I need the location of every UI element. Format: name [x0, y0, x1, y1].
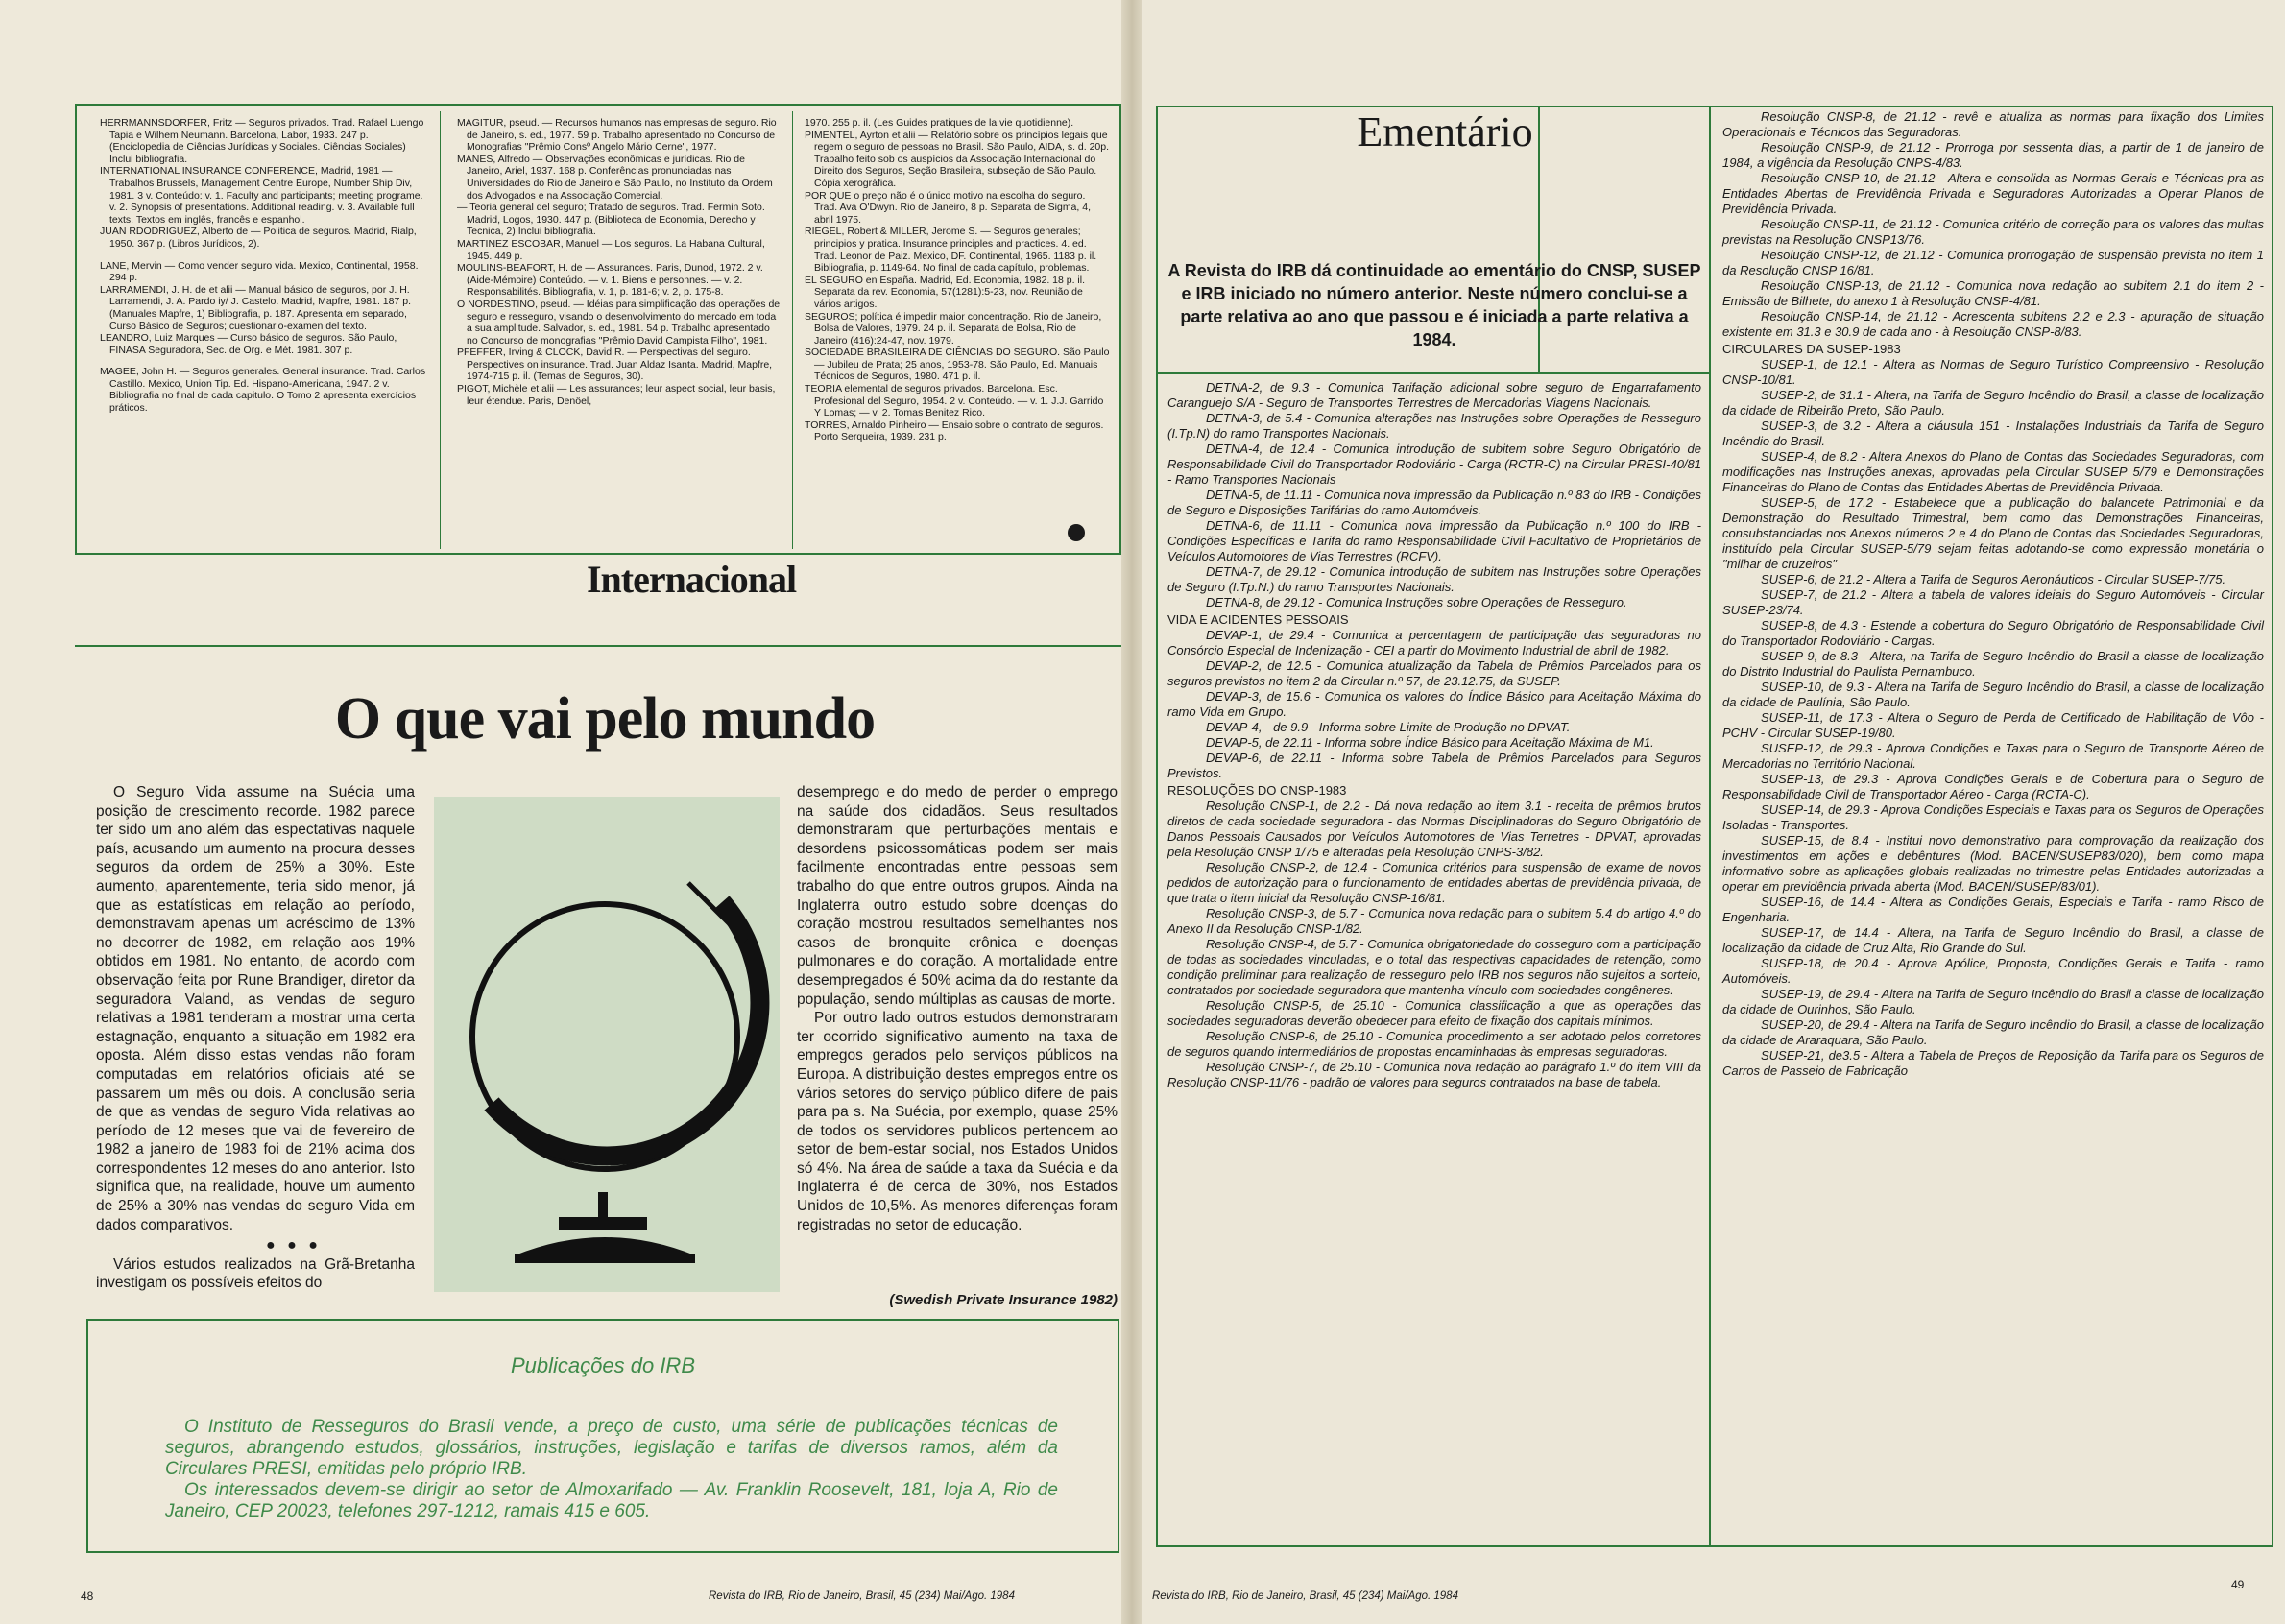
ementario-entry: SUSEP-4, de 8.2 - Altera Anexos do Plano de Contas das Sociedades Seguradoras, com modificações nas Instruções anexas, aprovadas pela Circular SUSEP 5/79 e Demonstrações Financeiras do Plano de Contas das Entidades Abertas de Previdência Privada.: [1722, 449, 2264, 494]
biblio-entry: LARRAMENDI, J. H. de et alii — Manual básico de seguros, por J. H. Larramendi, J. A. Pardo iy/ J. Castelo. Madrid, Mapfre, 1981. 187 p. (Manuales Mapfre, 1) Bibliografia, p. 187. Apresenta em separado, Curso Básico de Seguros; cuestionario-examen del texto.: [100, 283, 411, 332]
globe-icon: [434, 797, 780, 1292]
biblio-entry: EL SEGURO en España. Madrid, Ed. Economia, 1982. 18 p. il. Separata da rev. Economia, 57(1281):5-23, nov. Reunião de vários artigos.: [805, 274, 1086, 310]
biblio-column-3: [805, 117, 1110, 539]
bullets-divider: ● ● ●: [266, 1237, 322, 1254]
ementario-entry: DETNA-6, de 11.11 - Comunica nova impressão da Publicação n.º 100 do IRB - Condições Específicas e Tarifa do ramo Responsabilidade Civil Facultativo de Proprietários de Veículos Automotores de Vias Terrestres (RCFV).: [1167, 518, 1701, 563]
ementario-entry: SUSEP-2, de 31.1 - Altera, na Tarifa de Seguro Incêndio do Brasil, a classe de localização da cidade de Ribeirão Preto, São Paulo.: [1722, 388, 2264, 418]
ementario-entry: SUSEP-13, de 29.3 - Aprova Condições Gerais e de Cobertura para o Seguro de Responsabilidade Civil de Transportador Aéreo - Carga (RCTA-C).: [1722, 772, 2264, 801]
ementario-rule-left: [1156, 106, 1158, 1547]
ementario-entry: SUSEP-7, de 21.2 - Altera a tabela de valores ideiais do Seguro Automóveis - Circular SUSEP-23/74.: [1722, 587, 2264, 617]
intro-rule: [1156, 372, 1711, 374]
ementario-list-2: [1722, 109, 2264, 1079]
biblio-entry: MAGITUR, pseud. — Recursos humanos nas empresas de seguro. Rio de Janeiro, s. ed., 1977. 59 p. Trabalho apresentado no Concurso de Monografias "Prêmio Consº Angelo Mário Cerne", 1977.: [457, 117, 777, 154]
headline-rule: [75, 645, 1121, 647]
ementario-entry: SUSEP-12, de 29.3 - Aprova Condições e Taxas para o Seguro de Transporte Aéreo de Mercadorias no Território Nacional.: [1722, 741, 2264, 771]
biblio-entry: O NORDESTINO, pseud. — Idéias para simplificação das operações de seguro e resseguro, visando o desenvolvimento do mercado em toda a sua amplitude. Salvador, s. ed., 1981. 54 p. Trabalho apresentado no Concurso de monografias "Prêmio David Campista Filho", 1981.: [457, 298, 781, 346]
biblio-entry: MOULINS-BEAFORT, H. de — Assurances. Paris, Dunod, 1972. 2 v. (Aide-Mémoire) Conteúdo. — v. 1. Biens e personnes. — v. 2. Responsabilités. Bibliografia, v. 1, p. 181-6; v. 2, p. 175-8.: [457, 262, 763, 299]
ementario-entry: SUSEP-8, de 4.3 - Estende a cobertura do Seguro Obrigatório de Responsabilidade Civil do Transportador Rodoviário - Cargas.: [1722, 618, 2264, 648]
ementario-entry: SUSEP-3, de 3.2 - Altera a cláusula 151 - Instalações Industriais da Tarifa de Seguro Incêndio do Brasil.: [1722, 418, 2264, 448]
ementario-entry: DETNA-8, de 29.12 - Comunica Instruções sobre Operações de Resseguro.: [1206, 595, 1627, 609]
ementario-entry: DETNA-3, de 5.4 - Comunica alterações nas Instruções sobre Operações de Resseguro (I.Tp.N) do ramo Transportes Nacionais.: [1167, 411, 1701, 441]
biblio-col-divider-1: [440, 111, 441, 549]
biblio-entry: POR QUE o preço não é o único motivo na escolha do seguro. Trad. Ava O'Dwyn. Rio de Janeiro, 8 p. Separata de Sigma, 4, abril 1975.: [805, 189, 1091, 226]
ementario-entry: Resolução CNSP-7, de 25.10 - Comunica nova redação ao parágrafo 1.º do item VIII da Resolução CNSP-11/76 - padrão de valores para seguros contratados na base de tabela.: [1167, 1060, 1701, 1089]
ementario-entry: Resolução CNSP-2, de 12.4 - Comunica critérios para suspensão de exame de novos pedidos de autorização para o funcionamento de entidades abertas de previdência privada, de que trata o item inicial da Resolução CNSP-16/81.: [1167, 860, 1701, 905]
article-paragraph: O Seguro Vida assume na Suécia uma posição de crescimento recorde. 1982 parece ter sido um ano além das espectativas naquele país, acusando um aumento na procura desses seguros da ordem de 25% a 30%. Este aumento, aparentemente, teria sido menor, já que as estatísticas em relação ao período, demonstravam apenas um acréscimo de 13% no decorrer de 1982, em relação aos 19% obtidos em 1981. No entanto, de acordo com observação feita por Rune Brandiger, diretor da seguradora Valand, as vendas de seguro relativas a 1981 tenderam a mostrar uma certa estagnação, enquanto a situação em 1982 era oposta. Além disso estas vendas não foram computadas em relatórios oficiais até se passarem um mês ou dois. A conclusão seria de que as vendas de seguro Vida relativas ao período de 12 meses que vai de fevereiro de 1982 a janeiro de 1983 foi de 21% acima dos correspondentes 12 meses do ano anterior. Isto significa que, na realidade, houve um aumento de 25% a 30% nas vendas do seguro Vida em dados comparativos.: [96, 784, 415, 1233]
ementario-entry: Resolução CNSP-1, de 2.2 - Dá nova redação ao item 3.1 - receita de prêmios brutos diretos de cada sociedade seguradora - das Normas Disciplinadoras do Seguro Obrigatório de Danos Pessoais Causados por Veículos Automotores de Vias Terretres - DPVAT, aprovadas pela Resolução CNSP 1/75 e alteradas pela Resolução CNPS-3/82.: [1167, 799, 1701, 859]
biblio-entry: MAGEE, John H. — Seguros generales. General insurance. Trad. Carlos Castillo. Mexico, Union Tip. Ed. Hispano-Americana, 1947. 2 v. Bibliografia no final de cada capitulo. O Tomo 2 apresenta exercícios práticos.: [100, 366, 426, 415]
page-49-sheet: [1142, 0, 2285, 1624]
biblio-column-1: [100, 117, 430, 539]
biblio-entry: RIEGEL, Robert & MILLER, Jerome S. — Seguros generales; principios y pratica. Insurance principles and practices. 4. ed. Trad. Leonor de Paiz. Mexico, DF. Continental, 1965. 1183 p. il. Bibliografia, p. 1149-64. No final de cada capítulo, problemas.: [805, 226, 1097, 275]
ementario-entry: SUSEP-16, de 14.4 - Altera as Condições Gerais, Especiais e Tarifa - ramo Risco de Engenharia.: [1722, 895, 2264, 924]
ementario-entry: DEVAP-3, de 15.6 - Comunica os valores do Índice Básico para Aceitação Máxima do ramo Vida em Grupo.: [1167, 689, 1701, 719]
publications-text: [165, 1417, 1058, 1522]
ementario-entry: SUSEP-19, de 29.4 - Altera na Tarifa de Seguro Incêndio do Brasil a classe de localização da cidade de Ourinhos, São Paulo.: [1722, 987, 2264, 1016]
ementario-heading: VIDA E ACIDENTES PESSOAIS: [1167, 612, 1349, 627]
ementario-column-1: [1167, 380, 1701, 1090]
biblio-entry: TEORIA elemental de seguros privados. Barcelona. Esc. Profesional del Seguro, 1954. 2 v. Conteúdo. — v. 1. J.J. Garrido Y Lomas; — v. 2. Tomas Benitez Rico.: [805, 383, 1104, 419]
ementario-entry: Resolução CNSP-6, de 25.10 - Comunica procedimento a ser adotado pelos corretores de seguros quando intermediários de propostas encaminhadas às empresas seguradoras.: [1167, 1029, 1701, 1059]
biblio-entry: — Teoria general del seguro; Tratado de seguros. Trad. Fermin Soto. Madrid, Logos, 1930. 447 p. (Biblioteca de Economia, Derecho y Tecnica, 2) Inclui bibliografia.: [457, 202, 765, 238]
biblio-entry: INTERNATIONAL INSURANCE CONFERENCE, Madrid, 1981 — Trabalhos Brussels, Management Centre Europe, Number Ship Div, 1981. 3 v. Conteúdo: v. 1. Faculty and participants; meeting programe. v. 2. Synopsis of presentations. Additional reading. v. 3. Available full texts. Textos em inglês, francês e espanhol.: [100, 165, 423, 226]
ementario-entry: DEVAP-6, de 22.11 - Informa sobre Tabela de Prêmios Parcelados para Seguros Previstos.: [1167, 751, 1701, 780]
ementario-entry: DETNA-7, de 29.12 - Comunica introdução de subitem nas Instruções sobre Operações de Seguro (I.Tp.N.) do ramo Transportes Nacionais.: [1167, 564, 1701, 594]
section-label: Internacional: [586, 558, 797, 601]
ementario-entry: DETNA-4, de 12.4 - Comunica introdução de subitem sobre Seguro Obrigatório de Responsabilidade Civil do Transportador Rodoviário - Carga (RCTR-C) na Circular PRESI-40/81 - Ramo Transportes Nacionais: [1167, 442, 1701, 487]
ementario-entry: DEVAP-5, de 22.11 - Informa sobre Índice Básico para Aceitação Máxima de M1.: [1206, 735, 1654, 750]
ementario-heading: CIRCULARES DA SUSEP-1983: [1722, 342, 1901, 356]
running-footer: Revista do IRB, Rio de Janeiro, Brasil, 45 (234) Mai/Ago. 1984: [709, 1590, 1015, 1602]
globe-illustration: [434, 797, 780, 1292]
biblio-entry: MARTINEZ ESCOBAR, Manuel — Los seguros. La Habana Cultural, 1945. 449 p.: [457, 237, 765, 262]
page-number: 48: [81, 1589, 94, 1603]
ementario-intro: A Revista do IRB dá continuidade ao ementário do CNSP, SUSEP e IRB iniciado no número anterior. Neste número conclui-se a parte relativa ao ano que passou e é iniciada a parte relativa a 1984.: [1167, 261, 1701, 349]
ementario-entry: SUSEP-11, de 17.3 - Altera o Seguro de Perda de Certificado de Habilitação de Vôo - PCHV - Circular SUSEP-19/80.: [1722, 710, 2264, 740]
ementario-entry: SUSEP-1, de 12.1 - Altera as Normas de Seguro Turístico Compreensivo - Resolução CNSP-10/81.: [1722, 357, 2264, 387]
ementario-rule-right: [2272, 106, 2273, 1547]
ementario-entry: SUSEP-5, de 17.2 - Estabelece que a publicação do balancete Patrimonial e da Demonstração do Resultado Trimestral, bem como das Demonstrações Financeiras, consubstanciadas nos Anexos números 2 e 4 do Plano de Contas das Sociedades Seguradoras, instituído pela Circular SUSEP-5/79 sejam feitas adotando-se como expressão monetária o "milhar de cruzeiros": [1722, 495, 2264, 571]
biblio-entry: TORRES, Arnaldo Pinheiro — Ensaio sobre o contrato de seguros. Porto Serqueira, 1939. 231 p.: [805, 418, 1104, 443]
ementario-entry: Resolução CNSP-12, de 21.12 - Comunica prorrogação de suspensão prevista no item 1 da Resolução CNSP 16/81.: [1722, 248, 2264, 277]
ementario-entry: DEVAP-2, de 12.5 - Comunica atualização da Tabela de Prêmios Parcelados para os seguros previstos no item 2 da Circular n.º 57, de 23.12.75, da SUSEP.: [1167, 658, 1701, 688]
ementario-entry: Resolução CNSP-14, de 21.12 - Acrescenta subitens 2.2 e 2.3 - apuração de situação existente em 31.3 e 30.9 de cada ano - à Resolução CNSP-8/83.: [1722, 309, 2264, 339]
ementario-entry: Resolução CNSP-10, de 21.12 - Altera e consolida as Normas Gerais e Técnicas pra as Entidades Abertas de Previdência Privada e Seguradoras Autorizadas a Operar Planos de Previdência Privada.: [1722, 171, 2264, 216]
ementario-column-2: [1722, 109, 2264, 1079]
ementario-heading: RESOLUÇÕES DO CNSP-1983: [1167, 783, 1347, 798]
publications-title: Publicações do IRB: [511, 1353, 695, 1377]
ementario-list-1: [1167, 380, 1701, 1090]
ementario-entry: Resolução CNSP-5, de 25.10 - Comunica classificação a que as operações das sociedades seguradoras deverão obedecer para efeito de fixação dos capitais mínimos.: [1167, 998, 1701, 1028]
biblio-entry: SEGUROS; política é impedir maior concentração. Rio de Janeiro, Bolsa de Valores, 1979. 24 p. il. Separata de Bolsa, Rio de Janeiro (416):24-47, nov. 1979.: [805, 310, 1102, 346]
ementario-entry: SUSEP-9, de 8.3 - Altera, na Tarifa de Seguro Incêndio do Brasil a classe de localização do Distrito Industrial do Paulista Pernambuco.: [1722, 649, 2264, 679]
ementario-entry: DEVAP-4, - de 9.9 - Informa sobre Limite de Produção no DPVAT.: [1206, 720, 1571, 734]
biblio-entry: SOCIEDADE BRASILEIRA DE CIÊNCIAS DO SEGURO. São Paulo — Jubileu de Prata; 25 anos, 1953-78. São Paulo, Ed. Manuais Técnicos de Seguros, 1980. 471 p. il.: [805, 346, 1110, 383]
ementario-entry: SUSEP-21, de3.5 - Altera a Tabela de Preços de Reposição da Tarifa para os Seguros de Carros de Passeio de Fabricação: [1722, 1048, 2264, 1078]
publications-box: [86, 1319, 1119, 1553]
ementario-rule-bottom: [1156, 1545, 2273, 1547]
ementario-entry: Resolução CNSP-13, de 21.12 - Comunica nova redação ao subitem 2.1 do item 2 - Emissão de Bilhete, do anexo 1 à Resolução CNSP-4/81.: [1722, 278, 2264, 308]
article-paragraph: Vários estudos realizados na Grã-Bretanha investigam os possíveis efeitos do: [96, 1255, 415, 1292]
article-paragraph: Por outro lado outros estudos demonstraram ter ocorrido significativo aumento na taxa de empregos gerados pelo serviços públicos na Europa. A distribuição destes empregos entre os vários setores do serviço público difere de pais para pa s. Na Suécia, por exemplo, quase 25% de todos os servidores publicos pertencem ao setor de bem-estar social, nos Estados Unidos só 4%. Na área de saúde a taxa da Suécia e da Inglaterra é de cerca de 30%, nos Estados Unidos de 10,5%. As menores diferenças foram registradas no setor de educação.: [797, 1010, 1118, 1233]
ementario-entry: Resolução CNSP-8, de 21.12 - revê e atualiza as normas para fixação dos Limites Operacionais e Técnicos das Seguradoras.: [1722, 109, 2264, 139]
ementario-entry: DETNA-2, de 9.3 - Comunica Tarifação adicional sobre seguro de Engarrafamento Caranguejo S/A - Seguro de Transportes Terrestres de Mercadorias Viagens Nacionais.: [1167, 380, 1701, 410]
article-column-1: [96, 783, 415, 1293]
ementario-entry: SUSEP-6, de 21.2 - Altera a Tarifa de Seguros Aeronáuticos - Circular SUSEP-7/75.: [1761, 572, 2226, 586]
biblio-rule-top: [75, 104, 1121, 106]
ementario-entry: SUSEP-17, de 14.4 - Altera, na Tarifa de Seguro Incêndio do Brasil, a classe de localização da cidade de Cruz Alta, Rio Grande do Sul.: [1722, 925, 2264, 955]
biblio-entry: PFEFFER, Irving & CLOCK, David R. — Perspectivas del seguro. Perspectives on insurance. Trad. Juan Aldaz Isanta. Madrid, Mapfre, 1974-715 p. il. (Temas de Seguros, 30).: [457, 346, 773, 383]
biblio-column-2: [457, 117, 783, 539]
ementario-entry: DEVAP-1, de 29.4 - Comunica a percentagem de participação das seguradoras no Consórcio Especial de Indenização - CEI a partir do Movimento Industrial de abril de 1982.: [1167, 628, 1701, 657]
biblio-rule-bottom: [75, 553, 1121, 555]
ementario-entry: SUSEP-20, de 29.4 - Altera na Tarifa de Seguro Incêndio do Brasil, a classe de localização da cidade de Araraquara, São Paulo.: [1722, 1017, 2264, 1047]
ementario-entry: SUSEP-10, de 9.3 - Altera na Tarifa de Seguro Incêndio do Brasil, a classe de localização da cidade de Paulínia, São Paulo.: [1722, 680, 2264, 709]
article-source: (Swedish Private Insurance 1982): [889, 1292, 1118, 1308]
biblio-entry: 1970. 255 p. il. (Les Guides pratiques de la vie quotidienne).: [805, 117, 1074, 129]
biblio-entry: HERRMANNSDORFER, Fritz — Seguros privados. Trad. Rafael Luengo Tapia e Wilhem Neumann. Barcelona, Labor, 1933. 247 p. (Enciclopedia de Ciências Jurídicas y Sociales. Ciências Sociales) Inclui bibliografia.: [100, 117, 424, 165]
page-48: [0, 0, 1131, 1624]
ementario-entry: SUSEP-18, de 20.4 - Aprova Apólice, Proposta, Condições Gerais e Tarifa - ramo Automóveis.: [1722, 956, 2264, 986]
article-paragraph: desemprego e do medo de perder o emprego na saúde dos cidadãos. Seus resultados demonstraram que perturbações mentais e desordens psicossomáticas podem ser mais facilmente encontradas entre pessoas sem trabalho do que entre outros grupos. Ainda na Inglaterra outro estudo sobre doenças do coração mostrou resultados semelhantes nos casos de bronquite crônica e doenças pulmonares e do coração. A mortalidade entre desempregados é 50% acima da do restante da população, sendo múltiplas as causas de morte.: [797, 784, 1118, 1008]
ementario-entry: Resolução CNSP-11, de 21.12 - Comunica critério de correção para os valores das multas previstas na Resolução CNSP13/76.: [1722, 217, 2264, 247]
ementario-entry: Resolução CNSP-4, de 5.7 - Comunica obrigatoriedade do cosseguro com a participação de todas as sociedades vinculadas, e o total das respectivas capacidades de retenção, como condição preliminar para realização de resseguro pelo IRB nos seguros não sujeitos a sorteio, contratados por sociedade seguradora que mantenha vínculo com sociedades congêneres.: [1167, 937, 1701, 997]
running-footer: Revista do IRB, Rio de Janeiro, Brasil, 45 (234) Mai/Ago. 1984: [1152, 1590, 1458, 1602]
article-column-2: [797, 783, 1118, 1234]
publications-paragraph: Os interessados devem-se dirigir ao setor de Almoxarifado — Av. Franklin Roosevelt, 181, loja A, Rio de Janeiro, CEP 20023, telefones 297-1212, ramais 415 e 605.: [165, 1480, 1058, 1521]
ementario-entry: SUSEP-14, de 29.3 - Aprova Condições Especiais e Taxas para os Seguros de Operações Isoladas - Transportes.: [1722, 802, 2264, 832]
publications-paragraph: O Instituto de Resseguros do Brasil vende, a preço de custo, uma série de publicações técnicas de seguros, abrangendo estudos, glossários, instruções, legislação e tarifas de diversos ramos, além da Circulares PRESI, emitidas pelo próprio IRB.: [165, 1417, 1058, 1479]
headline: O que vai pelo mundo: [334, 686, 876, 752]
biblio-entry: PIGOT, Michèle et alii — Les assurances; leur aspect social, leur basis, leur étendue. Paris, Denöel,: [457, 383, 776, 407]
page-number: 49: [2231, 1578, 2245, 1591]
ementario-col-divider: [1709, 106, 1711, 1547]
ementario-entry: Resolução CNSP-9, de 21.12 - Prorroga por sessenta dias, a partir de 1 de janeiro de 1984, a vigência da Resolução CNPS-4/83.: [1722, 140, 2264, 170]
ementario-title: Ementário: [1357, 108, 1533, 155]
biblio-rule-left: [75, 104, 77, 555]
ementario-entry: SUSEP-15, de 8.4 - Institui novo demonstrativo para comprovação da realização dos investimentos em ações e debêntures (Mod. BACEN/SUSEP83/020), bem como mapa informativo sobre as aplicações globais realizadas no trimestre pelas Entidades autorizadas a operar em previdência privada aberta (Mod. BACEN/SUSEP/83/01).: [1722, 833, 2264, 894]
end-mark-dot: [1068, 524, 1085, 541]
biblio-entry: JUAN RDODRIGUEZ, Alberto de — Politica de seguros. Madrid, Rialp, 1950. 367 p. (Libros Jurídicos, 2).: [100, 226, 417, 250]
ementario-entry: Resolução CNSP-3, de 5.7 - Comunica nova redação para o subitem 5.4 do artigo 4.º do Anexo II da Resolução CNSP-1/82.: [1167, 906, 1701, 936]
biblio-entry: PIMENTEL, Ayrton et alii — Relatório sobre os princípios legais que regem o seguro de pessoas no Brasil. São Paulo, AIDA, s. d. 20p. Trabalho feito sob os auspícios da Associação Internacional do Direito dos Seguros, Seção Brasileira, subseção de São Paulo. Cópia xerográfica.: [805, 129, 1110, 189]
biblio-entry: MANES, Alfredo — Observações econômicas e jurídicas. Rio de Janeiro, Ariel, 1937. 168 p. Conferências pronunciadas nas Universidades do Rio de Janeiro e São Paulo, no Instituto da Ordem dos Advogados e na Associação Comercial.: [457, 153, 773, 202]
ementario-entry: DETNA-5, de 11.11 - Comunica nova impressão da Publicação n.º 83 do IRB - Condições de Seguro e Disposições Tarifárias do ramo Automóveis.: [1167, 488, 1701, 517]
biblio-entry: LEANDRO, Luiz Marques — Curso básico de seguros. São Paulo, FINASA Seguradora, Sec. de Org. e Mét. 1981. 307 p.: [100, 332, 397, 356]
biblio-entry: LANE, Mervin — Como vender seguro vida. Mexico, Continental, 1958. 294 p.: [100, 259, 419, 284]
biblio-col-divider-2: [792, 111, 793, 549]
